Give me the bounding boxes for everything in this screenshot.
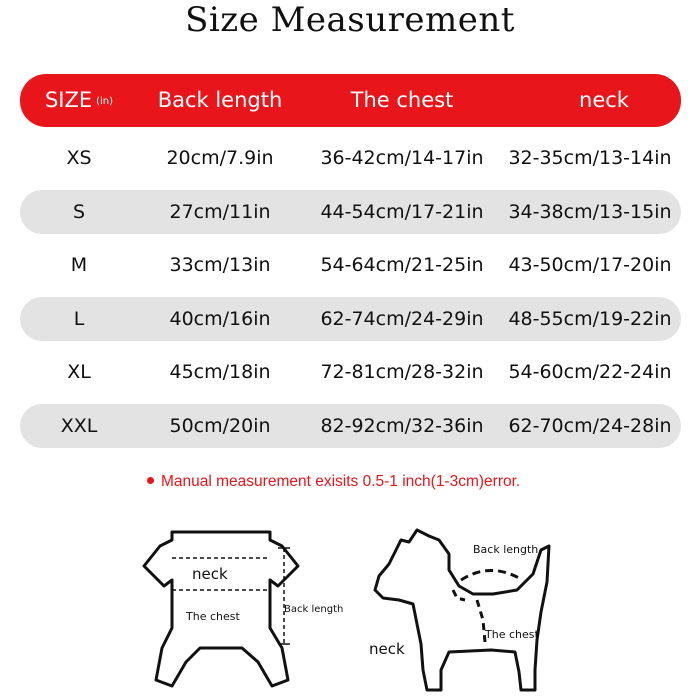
chest-cell: 82-92cm/32-36in	[320, 415, 484, 437]
size-cell: L	[73, 308, 85, 330]
back-length-cell: 45cm/18in	[169, 361, 271, 383]
dog-neck-line	[453, 590, 465, 600]
dog-chest-label: The chest	[485, 628, 539, 641]
header-neck: neck	[579, 88, 629, 112]
diagram-chest-label: The chest	[186, 610, 240, 623]
table-row	[20, 243, 681, 287]
table-row	[20, 404, 681, 448]
size-cell: XS	[66, 147, 92, 169]
chest-cell: 44-54cm/17-21in	[320, 201, 484, 223]
clothing-diagram	[120, 520, 360, 700]
dog-diagram	[365, 520, 585, 700]
note-text: Manual measurement exisits 0.5-1 inch(1-3cm)error.	[161, 473, 521, 490]
size-cell: XXL	[60, 415, 98, 437]
chest-cell: 36-42cm/14-17in	[320, 147, 484, 169]
back-length-cell: 33cm/13in	[169, 254, 271, 276]
neck-cell: 34-38cm/13-15in	[508, 201, 672, 223]
page-title: Size Measurement	[185, 0, 515, 40]
header-back-length: Back length	[157, 88, 283, 112]
neck-cell: 48-55cm/19-22in	[508, 308, 672, 330]
chest-cell: 72-81cm/28-32in	[320, 361, 484, 383]
table-row	[20, 136, 681, 180]
back-length-cell: 20cm/7.9in	[166, 147, 274, 169]
diagram-neck-label: neck	[192, 565, 228, 583]
back-length-cell: 27cm/11in	[169, 201, 271, 223]
header-size-label: SIZE	[44, 88, 93, 112]
back-length-cell: 50cm/20in	[169, 415, 271, 437]
neck-cell: 43-50cm/17-20in	[508, 254, 672, 276]
measurement-note	[147, 471, 520, 493]
neck-cell: 32-35cm/13-14in	[508, 147, 672, 169]
size-cell: M	[70, 254, 88, 276]
diagram-back-length-label: Back length	[284, 604, 344, 615]
clothing-outline	[144, 532, 298, 686]
dog-back-length-line	[461, 570, 519, 580]
header-size	[20, 74, 138, 127]
neck-cell: 62-70cm/24-28in	[508, 415, 672, 437]
back-length-cell: 40cm/16in	[169, 308, 271, 330]
dog-chest-line	[477, 600, 485, 642]
size-cell: S	[72, 201, 86, 223]
neck-cell: 54-60cm/22-24in	[508, 361, 672, 383]
size-cell: XL	[67, 361, 91, 383]
table-row	[20, 297, 681, 341]
chest-cell: 54-64cm/21-25in	[320, 254, 484, 276]
table-header	[20, 74, 681, 127]
header-size-unit: (in)	[96, 95, 114, 107]
bullet-dot-icon	[147, 477, 154, 484]
chest-cell: 62-74cm/24-29in	[320, 308, 484, 330]
table-row	[20, 350, 681, 394]
table-row	[20, 190, 681, 234]
dog-neck-label: neck	[369, 640, 405, 658]
dog-back-length-label: Back length	[473, 543, 539, 556]
header-chest: The chest	[350, 88, 454, 112]
